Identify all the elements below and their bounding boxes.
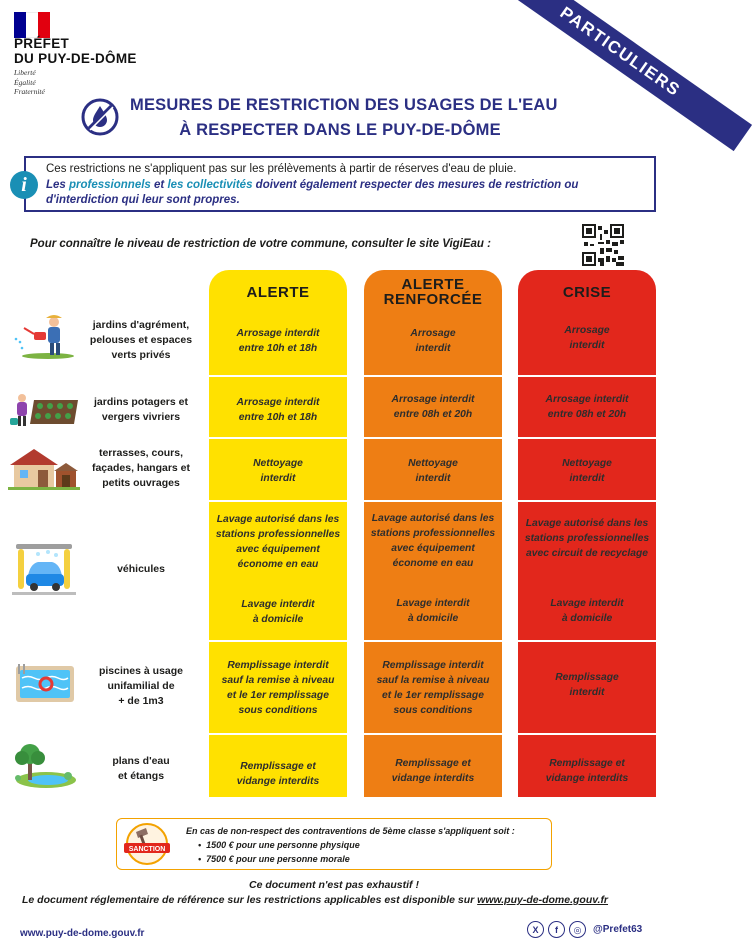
reference-document-note: Le document réglementaire de référence sur les restrictions applicables est disponible sur www.puy-de-dome.gouv.fr — [22, 894, 609, 906]
row-label-plans-eau: plans d'eau et étangs — [112, 755, 170, 782]
vigieau-qr-code[interactable] — [582, 224, 624, 266]
prefecture-name-line1: PRÉFET — [14, 36, 70, 51]
cell-crise-plans-eau: Remplissage et vidange interdits — [545, 758, 629, 784]
cell-crise-vehicules-domicile: Lavage interdit à domicile — [550, 598, 624, 624]
row-label-vehicules: véhicules — [117, 563, 165, 575]
row-divider — [518, 375, 656, 377]
no-water-icon — [80, 97, 120, 137]
cell-renforcee-jardins-agrement: Arrosage interdit — [410, 328, 456, 354]
page-title-line2: À RESPECTER DANS LE PUY-DE-DÔME — [179, 121, 501, 139]
cell-renforcee-plans-eau: Remplissage et vidange interdits — [391, 758, 475, 784]
row-divider — [209, 640, 347, 642]
marianne-flag-logo — [14, 12, 50, 38]
cell-renforcee-vehicules-domicile: Lavage interdit à domicile — [396, 598, 470, 624]
cell-alerte-plans-eau: Remplissage et vidange interdits — [236, 761, 320, 787]
page-title-line1: MESURES DE RESTRICTION DES USAGES DE L'EAU — [130, 96, 558, 114]
x-icon[interactable]: X — [527, 921, 544, 938]
audience-banner: PARTICULIERS — [488, 0, 752, 151]
cell-renforcee-piscines: Remplissage interdit sauf la remise à niveau et le 1er remplissage sous conditions — [376, 660, 490, 716]
row-label-jardins-agrement: jardins d'agrément, pelouses et espaces verts privés — [89, 319, 193, 361]
cell-alerte-jardins-agrement: Arrosage interdit entre 10h et 18h — [236, 328, 320, 354]
website-link[interactable]: www.puy-de-dome.gouv.fr — [20, 928, 145, 939]
car-wash-icon — [8, 540, 80, 598]
cell-crise-jardins-potagers: Arrosage interdit entre 08h et 20h — [545, 394, 629, 420]
pool-icon — [8, 660, 80, 706]
level-header-crise: CRISE — [562, 283, 612, 301]
row-divider — [209, 500, 347, 502]
facebook-icon[interactable]: f — [548, 921, 565, 938]
cell-crise-terrasses: Nettoyage interdit — [562, 458, 612, 484]
republic-motto: Liberté Égalité Fraternité — [14, 68, 45, 96]
row-divider — [364, 375, 502, 377]
cell-alerte-vehicules-domicile: Lavage interdit à domicile — [241, 599, 315, 625]
sanction-badge-icon — [122, 822, 172, 866]
sanction-list — [198, 838, 360, 866]
row-divider — [364, 500, 502, 502]
gardener-icon — [8, 312, 80, 360]
social-handle: @Prefet63 — [593, 924, 643, 935]
info-professionals-note: Les professionnels et les collectivités doivent également respecter des mesures de restriction ou d'interdiction qui leur sont propres. — [46, 179, 579, 206]
vigieau-instruction: Pour connaître le niveau de restriction de votre commune, consulter le site VigiEau : — [30, 238, 491, 250]
cell-alerte-jardins-potagers: Arrosage interdit entre 10h et 18h — [236, 397, 320, 423]
row-divider — [209, 733, 347, 735]
cell-renforcee-vehicules-stations: Lavage autorisé dans les stations professionnelles avec équipement économe en eau — [370, 513, 496, 569]
svg-text:SANCTION: SANCTION — [128, 846, 166, 853]
row-label-terrasses: terrasses, cours, façades, hangars et petits ouvrages — [91, 447, 191, 489]
not-exhaustive-note: Ce document n'est pas exhaustif ! — [249, 879, 419, 891]
cell-renforcee-jardins-potagers: Arrosage interdit entre 08h et 20h — [391, 394, 475, 420]
info-rainwater-note: Ces restrictions ne s'appliquent pas sur les prélèvements à partir de réserves d'eau de pluie. — [46, 163, 517, 175]
vegetable-garden-icon — [8, 390, 80, 430]
list-item: • 7500 € pour une personne morale — [198, 854, 350, 864]
row-divider — [518, 640, 656, 642]
level-header-alerte: ALERTE — [246, 283, 310, 301]
level-header-alerte-renforcee: ALERTE RENFORCÉE — [383, 276, 483, 308]
sanction-intro: En cas de non-respect des contraventions de 5ème classe s'appliquent soit : — [186, 826, 515, 836]
row-label-piscines: piscines à usage unifamilial de + de 1m3 — [98, 665, 184, 707]
cell-renforcee-terrasses: Nettoyage interdit — [408, 458, 458, 484]
list-item: • 1500 € pour une personne physique — [198, 840, 360, 850]
house-icon — [8, 445, 80, 491]
cell-alerte-vehicules-stations: Lavage autorisé dans les stations professionnelles avec équipement économe en eau — [215, 514, 341, 570]
reference-link[interactable]: www.puy-de-dome.gouv.fr — [477, 894, 609, 906]
row-divider — [364, 437, 502, 439]
row-divider — [209, 375, 347, 377]
cell-crise-vehicules-stations: Lavage autorisé dans les stations professionnelles avec circuit de recyclage — [524, 518, 650, 559]
cell-crise-piscines: Remplissage interdit — [555, 672, 619, 698]
info-icon: i — [10, 171, 38, 199]
row-divider — [518, 733, 656, 735]
row-label-jardins-potagers: jardins potagers et vergers vivriers — [94, 396, 188, 423]
row-divider — [364, 733, 502, 735]
cell-alerte-piscines: Remplissage interdit sauf la remise à niveau et le 1er remplissage sous conditions — [221, 660, 335, 716]
row-divider — [209, 437, 347, 439]
row-divider — [364, 640, 502, 642]
row-divider — [518, 500, 656, 502]
instagram-icon[interactable]: ◎ — [569, 921, 586, 938]
cell-alerte-terrasses: Nettoyage interdit — [253, 458, 303, 484]
row-divider — [518, 437, 656, 439]
prefecture-name-line2: DU PUY-DE-DÔME — [14, 51, 137, 66]
social-links — [527, 921, 642, 938]
pond-icon — [8, 740, 80, 790]
cell-crise-jardins-agrement: Arrosage interdit — [564, 325, 610, 351]
